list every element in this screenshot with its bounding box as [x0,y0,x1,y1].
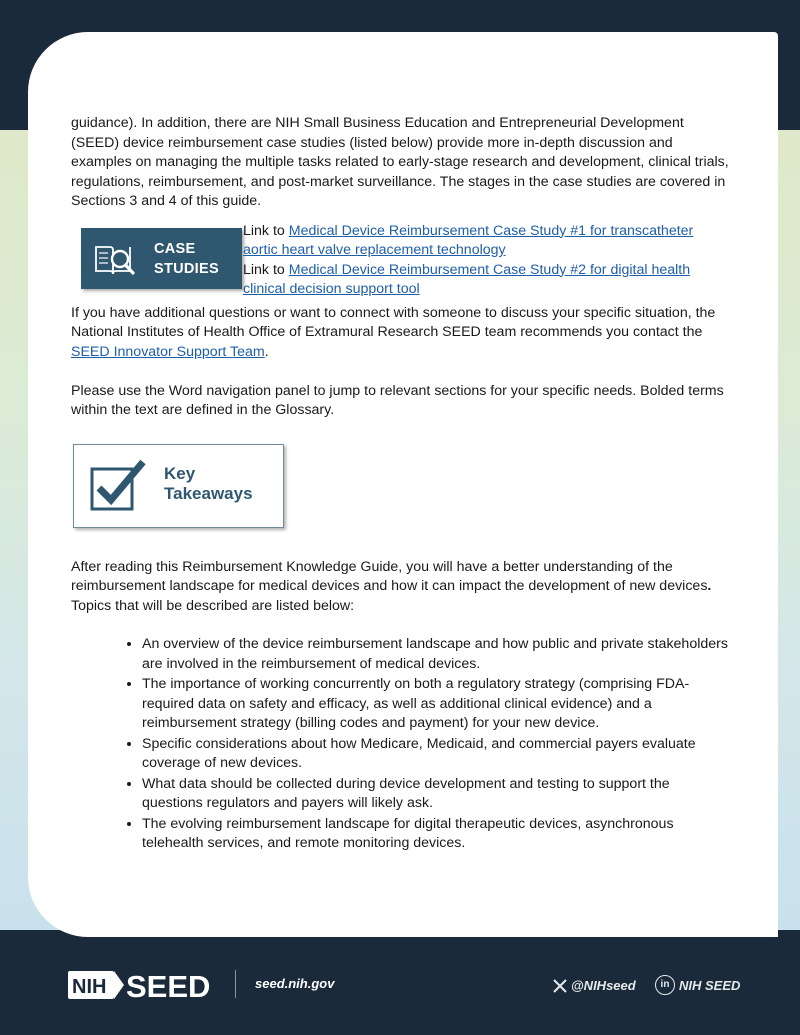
footer-divider [235,970,236,998]
logo-nih-text: NIH [72,976,107,998]
intro-paragraph: guidance). In addition, there are NIH Small Business Education and Entrepreneurial Development (SEED) device reimbursement case studies (listed below) provide more in-depth discussion and examples on managing the multiple tasks related to early-stage research and development, clinical trials, regulations, reimbursement, and post-market surveillance. The stages in the case studies are covered in Sections 3 and 4 of this guide. [71,115,729,209]
nih-seed-logo [68,968,218,1002]
magnifier-book-icon [93,239,137,279]
key-takeaways-badge [73,444,284,528]
topics-list [71,635,731,854]
list-item: • What data should be collected during device development and testing to support the questions regulators and payers will likely ask. [142,775,731,814]
footer [0,960,800,1035]
linkedin-name[interactable]: NIH SEED [679,978,741,993]
contact-paragraph: If you have additional questions or want to connect with someone to discuss your specific situation, the National Institutes of Health Office of Extramural Research SEED team recommends you contact the SEED Innovator Support Team. [71,304,716,360]
linkedin-icon: in [655,975,675,995]
document-content [71,114,731,855]
list-item: • The importance of working concurrently on both a regulatory strategy (comprising FDA-required data on safety and efficacy, as well as additional clinical evidence) and a reimbursement strategy (billing codes and payment) for your new device. [142,675,731,734]
case-study-1-link[interactable]: Medical Device Reimbursement Case Study #1 for transcatheter aortic heart valve replacement technology [243,222,694,258]
case-study-link-1-line: Link to Medical Device Reimbursement Case Study #1 for transcatheter aortic heart valve replacement technology [243,222,694,258]
footer-website-link[interactable]: seed.nih.gov [255,976,335,991]
x-logo-icon [553,979,567,993]
logo-seed-text: SEED [126,969,211,1002]
list-item: • The evolving reimbursement landscape for digital therapeutic devices, asynchronous telehealth services, and remote monitoring devices. [142,815,731,854]
list-item: • Specific considerations about how Medicare, Medicaid, and commercial payers evaluate coverage of new devices. [142,735,731,774]
list-item: • An overview of the device reimbursement landscape and how public and private stakeholders are involved in the reimbursement of medical devices. [142,635,731,674]
case-studies-section [71,224,731,304]
seed-innovator-support-link[interactable]: SEED Innovator Support Team [71,343,265,360]
case-studies-badge [81,228,242,289]
x-handle[interactable]: @NIHseed [571,978,636,993]
checkmark-box-icon [89,458,149,514]
case-study-links [243,222,713,300]
takeaways-paragraph: After reading this Reimbursement Knowledge Guide, you will have a better understanding of the reimbursement landscape for medical devices and how it can impact the development of new devices. Topics that will be described are listed below: [71,558,712,614]
case-studies-label: CASE STUDIES [154,240,219,277]
case-study-link-2-line: Link to Medical Device Reimbursement Case Study #2 for digital health clinical decision support tool [243,261,691,297]
key-takeaways-label: Key Takeaways [164,463,253,503]
navigation-paragraph: Please use the Word navigation panel to jump to relevant sections for your specific needs. Bolded terms within the text are defined in the Glossary. [71,382,724,418]
case-study-2-link[interactable]: Medical Device Reimbursement Case Study #2 for digital health clinical decision support tool [243,261,691,297]
